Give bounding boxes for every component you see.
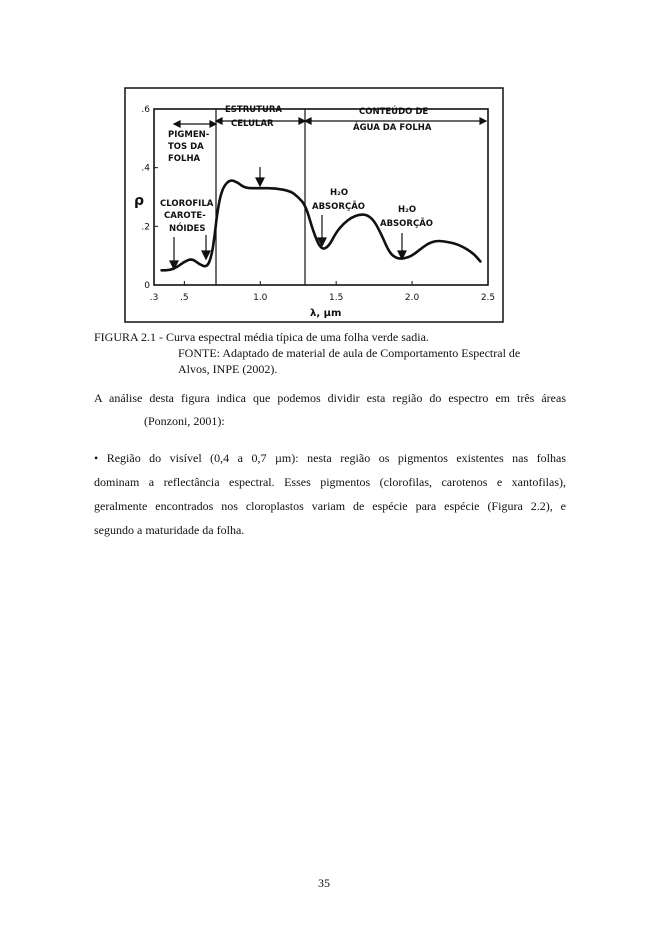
analysis-line2: (Ponzoni, 2001):	[144, 414, 225, 428]
annotation-h2o-2-l2: ABSORÇÃO	[380, 219, 433, 229]
y-axis-label: ρ	[134, 193, 145, 209]
bullet-line4: segundo a maturidade da folha.	[94, 523, 245, 537]
region-label-pigments-l1: PIGMEN-	[168, 130, 210, 140]
region-label-pigments-l3: FOLHA	[168, 154, 201, 164]
x-axis-label: λ, µm	[310, 308, 342, 319]
x-tick-label: 1.0	[253, 293, 268, 303]
annotation-h2o-1-l2: ABSORÇÃO	[312, 202, 365, 212]
figure-source-line2: Alvos, INPE (2002).	[178, 362, 278, 376]
annotation-h2o-2-l1: H₂O	[398, 205, 417, 215]
x-tick-label: .5	[180, 293, 189, 303]
annotation-h2o-1-l1: H₂O	[330, 188, 349, 198]
region-label-pigments-l2: TOS DA	[168, 142, 204, 152]
region-label-structure-l2: CELULAR	[231, 119, 274, 129]
region-label-water-l1: CONTEÚDO DE	[359, 107, 429, 117]
y-tick-label: .2	[141, 222, 150, 233]
bullet-line3: geralmente encontrados nos cloroplastos variam de espécie para espécie (Figura 2.2), e	[94, 499, 566, 513]
x-tick-label: 2.0	[404, 293, 420, 303]
figure-caption: FIGURA 2.1 - Curva espectral média típica de uma folha verde sadia.	[94, 330, 429, 344]
bullet-line1: • Região do visível (0,4 a 0,7 µm): nesta região os pigmentos existentes nas folhas	[94, 451, 566, 465]
page-number: 35	[318, 876, 330, 890]
y-tick-label: .4	[141, 163, 150, 174]
x-tick-label: 2.5	[480, 293, 496, 303]
spectral-reflectance-figure	[124, 87, 504, 323]
region-label-structure-l1: ESTRUTURA	[225, 105, 282, 115]
annotation-chlorophyll-l2: CAROTE-	[164, 211, 206, 221]
annotation-chlorophyll-l1: CLOROFILA	[160, 199, 214, 209]
y-tick-label: .6	[141, 105, 150, 115]
region-label-water-l2: ÁGUA DA FOLHA	[353, 123, 432, 133]
analysis-line1: A análise desta figura indica que podemos dividir esta região do espectro em três áreas	[94, 391, 566, 405]
bullet-line2: dominam a reflectância espectral. Esses pigmentos (clorofilas, carotenos e xantofilas),	[94, 475, 566, 489]
annotation-chlorophyll-l3: NÓIDES	[169, 224, 206, 234]
figure-source-line1: FONTE: Adaptado de material de aula de Comportamento Espectral de	[178, 346, 521, 360]
x-tick-label: 1.5	[329, 293, 344, 303]
x-tick-label: .3	[149, 293, 159, 303]
y-tick-label: 0	[144, 281, 150, 291]
